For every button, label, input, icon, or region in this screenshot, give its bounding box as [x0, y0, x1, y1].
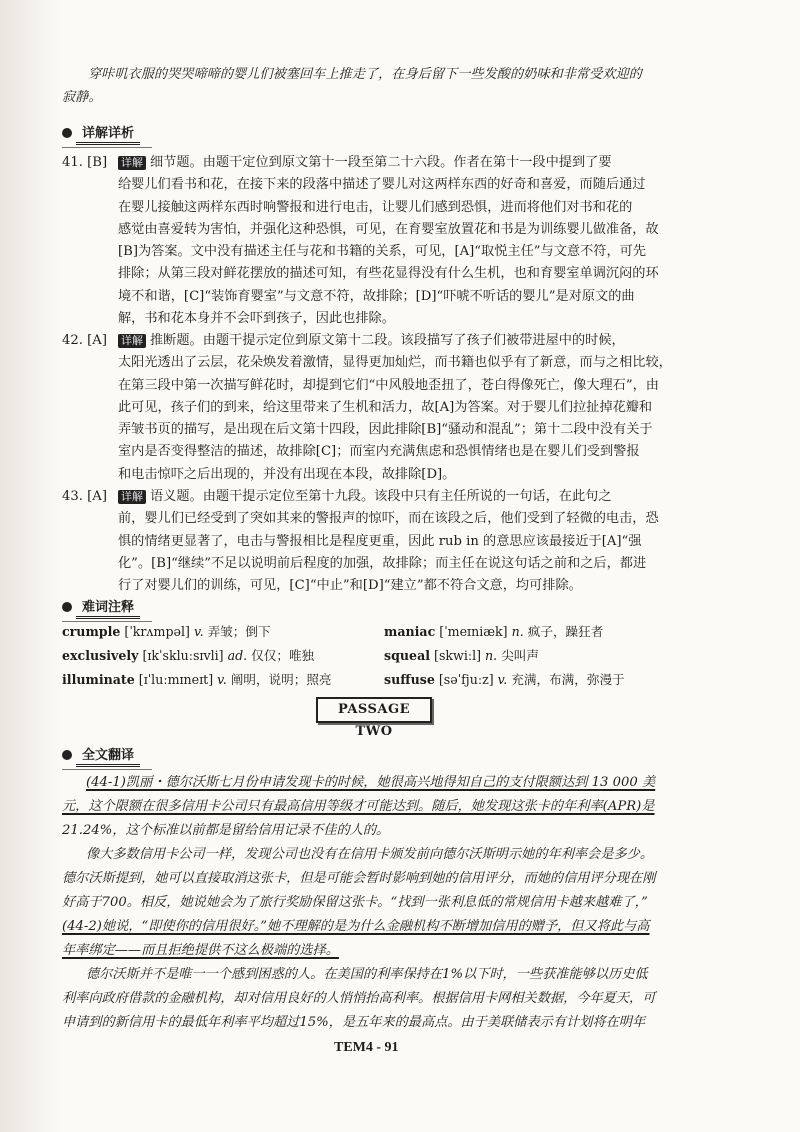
translation-line: (44-2)她说，“即使你的信用很好。”她不理解的是为什么金融机构不断增加信用的赠予，但又将此与高: [62, 919, 650, 934]
vocab-entry: illuminate [ɪˈluːmɪneɪt] v. 阐明，说明；照亮: [62, 672, 332, 687]
line: 此可见，孩子们的到来，给这里带来了生机和活力，故[A]为答案。对于婴儿们拉扯掉花瓣和: [118, 399, 653, 415]
translation-line: (44-1)凯丽・德尔沃斯七月份申请发现卡的时候，她很高兴地得知自己的支付限额达到 13 000 美: [86, 775, 656, 790]
section-header-translation: [62, 744, 140, 766]
line: 境不和谐，[C]“装饰育婴室”与文意不符，故排除；[D]“吓唬不听话的婴儿”是对原文的曲: [118, 288, 635, 304]
vocab-entry: suffuse [səˈfjuːz] v. 充满，布满，弥漫于: [384, 672, 625, 687]
translation-line: 元，这个限额在很多信用卡公司只有最高信用等级才可能达到。随后，她发现这张卡的年利率(APR)是: [62, 799, 655, 814]
line: 在第三段中第一次描写鲜花时，却提到它们“中风般地歪扭了，苍白得像死亡，像大理石”，由: [118, 377, 659, 393]
scan-shadow: [0, 0, 62, 1132]
bullet-icon: [62, 128, 72, 138]
item-42-body: [118, 330, 698, 486]
item-number: 43. [A]: [62, 489, 107, 504]
line: 太阳光透出了云层，花朵焕发着激情，显得更加灿烂，而书籍也似乎有了新意，而与之相比较，: [118, 355, 672, 371]
item-number: 42. [A]: [62, 333, 107, 348]
line: [B]为答案。文中没有描述主任与花和书籍的关系，可见，[A]“取悦主任”与文意不符，可先: [118, 244, 647, 260]
vocab-left-column: [62, 620, 332, 692]
section-label: 详解详析: [76, 121, 140, 145]
translation-line: 年率绑定——而且拒绝提供不这么极端的选择。: [62, 943, 339, 958]
line: 化”。[B]“继续”不足以说明前后程度的加强，故排除；而主任在说这句话之前和之后，都进: [118, 555, 647, 571]
item-43-body: [118, 486, 698, 597]
item-41-body: [118, 152, 698, 330]
translation-line: 21.24%，这个标准以前都是留给信用记录不佳的人的。: [62, 823, 390, 838]
top-paragraph-line1: 穿咔叽衣服的哭哭啼啼的婴儿们被塞回车上推走了，在身后留下一些发酸的奶味和非常受欢迎的: [88, 67, 642, 82]
line: 推断题。由题干提示定位到原文第十二段。该段描写了孩子们被带进屋中的时候，: [150, 333, 625, 348]
vocab-entry: crumple [ˈkrʌmpəl] v. 弄皱；倒下: [62, 624, 271, 639]
bullet-icon: [62, 602, 72, 612]
section-header-explain: [62, 122, 140, 144]
detail-badge: 详解: [118, 156, 146, 170]
translation-line: 好高于700。相反，她说她会为了旅行奖励保留这张卡。“找到一张利息低的常规信用卡越来越难了，”: [62, 895, 648, 910]
line: 解，书和花本身并不会吓到孩子，因此也排除。: [118, 311, 395, 327]
line: 前，婴儿们已经受到了突如其来的警报声的惊吓，而在该段之后，他们受到了轻微的电击，恐: [118, 511, 659, 527]
vocab-entry: exclusively [ɪkˈskluːsɪvli] ad. 仅仅；唯独: [62, 648, 315, 663]
translation-line: 像大多数信用卡公司一样，发现公司也没有在信用卡颁发前向德尔沃斯明示她的年利率会是多少。: [86, 847, 654, 862]
line: 细节题。由题干定位到原文第十一段至第二十六段。作者在第十一段中提到了要: [150, 155, 612, 170]
passage-title-box: PASSAGE TWO: [316, 697, 432, 723]
section-label: 难词注释: [76, 595, 140, 619]
top-paragraph-line2: 寂静。: [62, 90, 102, 105]
line: 和电击惊吓之后出现的，并没有出现在本段，故排除[D]。: [118, 466, 456, 482]
line: 给婴儿们看书和花，在接下来的段落中描述了婴儿对这两样东西的好奇和喜爱，而随后通过: [118, 177, 646, 193]
line: 行了对婴儿们的训练，可见，[C]“中止”和[D]“建立”都不符合文意，均可排除。: [118, 578, 582, 594]
detail-badge: 详解: [118, 334, 146, 348]
line: 在婴儿接触这两样东西时响警报和进行电击，让婴儿们感到恐惧，进而将他们对书和花的: [118, 199, 633, 215]
translation-line: 德尔沃斯提到，她可以直接取消这张卡，但是可能会暂时影响到她的信用评分，而她的信用评分现在刚: [62, 871, 656, 886]
line: 惧的情绪更显著了，电击与警报相比是程度更重，因此 rub in 的意思应该最接近于[A]“强: [118, 533, 642, 549]
line: 感觉由喜爱转为害怕，并强化这种恐惧，可见，在育婴室放置花和书是为训练婴儿做准备，故: [118, 221, 659, 237]
item-number: 41. [B]: [62, 155, 108, 170]
line: 语义题。由题干提示定位至第十九段。该段中只有主任所说的一句话，在此句之: [150, 489, 612, 504]
vocab-entry: maniac [ˈmeɪniæk] n. 疯子，躁狂者: [384, 624, 604, 639]
line: 排除；从第三段对鲜花摆放的描述可知，有些花显得没有什么生机，也和育婴室单调沉闷的环: [118, 266, 659, 282]
translation-line: 利率向政府借款的金融机构，却对信用良好的人悄悄抬高利率。根据信用卡网相关数据，今年夏天，可: [62, 991, 656, 1006]
vocab-right-column: [384, 620, 625, 692]
page-number: TEM4 - 91: [334, 1040, 399, 1055]
section-header-vocab: [62, 596, 140, 618]
detail-badge: 详解: [118, 490, 146, 504]
line: 弄皱书页的描写，是出现在后文第十四段，因此排除[B]“骚动和混乱”；第十二段中没有关于: [118, 422, 653, 438]
section-label: 全文翻译: [76, 743, 140, 767]
translation-line: 德尔沃斯并不是唯一一个感到困惑的人。在美国的利率保持在1%以下时，一些获准能够以历史低: [86, 967, 648, 982]
line: 室内是否变得整洁的描述，故排除[C]；而室内充满焦虑和恐惧情绪也是在婴儿们受到警报: [118, 444, 640, 460]
bullet-icon: [62, 750, 72, 760]
translation-line: 申请到的新信用卡的最低年利率平均超过15%，是五年来的最高点。由于美联储表示有计划将在明年: [62, 1015, 646, 1030]
vocab-entry: squeal [skwiːl] n. 尖叫声: [384, 648, 539, 663]
